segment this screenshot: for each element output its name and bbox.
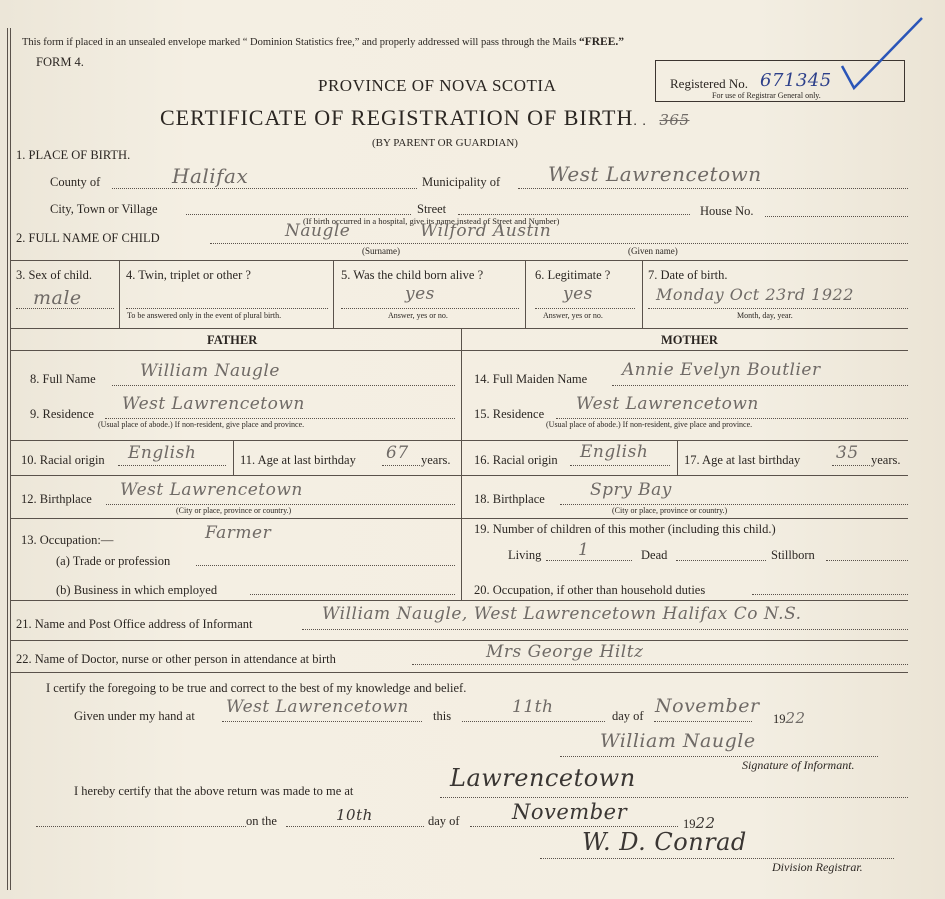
mother-name-value: Annie Evelyn Boutlier xyxy=(622,360,821,380)
registrar-signature: W. D. Conrad xyxy=(582,828,747,856)
sex-value: male xyxy=(33,287,82,309)
reg-day-line xyxy=(286,826,424,827)
reg-month-line xyxy=(470,826,678,827)
given-label: Given under my hand at xyxy=(74,709,195,723)
father-res-line xyxy=(105,418,455,419)
trade-label: (a) Trade or profession xyxy=(56,554,171,568)
mother-age-label: 17. Age at last birthday xyxy=(684,453,801,467)
living-value: 1 xyxy=(578,540,590,560)
doctor-value: Mrs George Hiltz xyxy=(486,642,644,662)
twin-note: To be answered only in the event of plural birth. xyxy=(127,311,282,320)
crossed-number: 365 xyxy=(659,111,690,129)
registration-day: 10th xyxy=(336,806,373,824)
municipality-line xyxy=(518,188,908,189)
business-label: (b) Business in which employed xyxy=(56,583,218,597)
given-day-line xyxy=(462,721,605,722)
birth-date-label: 7. Date of birth. xyxy=(648,268,728,282)
birth-date-value: Monday Oct 23rd 1922 xyxy=(656,285,854,304)
informant-label: 21. Name and Post Office address of Informant xyxy=(16,617,253,631)
divider xyxy=(525,260,526,328)
left-border xyxy=(7,28,8,890)
province-title: PROVINCE OF NOVA SCOTIA xyxy=(318,76,557,95)
father-res-value: West Lawrencetown xyxy=(122,394,305,414)
father-age-value: 67 xyxy=(386,443,409,463)
informant-signature: William Naugle xyxy=(600,730,756,752)
return-place-line xyxy=(440,797,908,798)
certificate-subtitle: (BY PARENT OR GUARDIAN) xyxy=(372,137,518,149)
registrar-use-note: For use of Registrar General only. xyxy=(712,91,821,100)
registrar-sig-line xyxy=(540,858,894,859)
living-line xyxy=(546,560,632,561)
father-age-line xyxy=(382,465,420,466)
given-year-prefix: 1922 xyxy=(773,709,806,727)
father-years: years. xyxy=(421,453,451,467)
child-name-label: 2. FULL NAME OF CHILD xyxy=(16,231,160,245)
twin-label: 4. Twin, triplet or other ? xyxy=(126,268,251,282)
stillborn-line xyxy=(826,560,908,561)
mother-name-label: 14. Full Maiden Name xyxy=(474,372,588,386)
street-line xyxy=(458,214,690,215)
mother-heading: MOTHER xyxy=(661,333,718,347)
registrar-caption: Division Registrar. xyxy=(772,860,863,874)
father-race-line xyxy=(118,465,226,466)
dead-line xyxy=(676,560,766,561)
informant-line xyxy=(302,629,908,630)
mother-age-value: 35 xyxy=(836,443,859,463)
sex-line xyxy=(16,308,114,309)
return-label: I hereby certify that the above return was made to me at xyxy=(74,784,354,798)
rule xyxy=(10,440,461,441)
stillborn-label: Stillborn xyxy=(771,548,815,562)
mother-race-line xyxy=(570,465,670,466)
child-given-name: Wilford Austin xyxy=(420,221,552,241)
registered-label: Registered No. xyxy=(670,76,748,91)
father-res-label: 9. Residence xyxy=(30,407,94,421)
living-label: Living xyxy=(508,548,542,562)
given-day: 11th xyxy=(512,697,554,717)
mother-abode-note: (Usual place of abode.) If non-resident, give place and province. xyxy=(546,420,753,429)
informant-sig-caption: Signature of Informant. xyxy=(742,758,855,772)
mother-birth-label: 18. Birthplace xyxy=(474,492,545,506)
hospital-note: (If birth occurred in a hospital, give its name instead of Street and Number) xyxy=(303,216,560,226)
divider xyxy=(677,440,678,475)
mother-res-line xyxy=(556,418,908,419)
informant-value: William Naugle, West Lawrencetown Halifax Co N.S. xyxy=(322,604,802,624)
father-city-note: (City or place, province or country.) xyxy=(176,506,292,515)
legit-label: 6. Legitimate ? xyxy=(535,268,611,282)
given-caption: (Given name) xyxy=(628,246,678,256)
mother-name-line xyxy=(612,385,908,386)
county-line xyxy=(112,188,417,189)
mother-years: years. xyxy=(871,453,901,467)
divider xyxy=(119,260,120,328)
trade-line xyxy=(196,565,455,566)
father-birth-label: 12. Birthplace xyxy=(21,492,92,506)
house-label: House No. xyxy=(700,204,754,218)
child-name-line xyxy=(210,243,908,244)
mother-res-label: 15. Residence xyxy=(474,407,545,421)
doctor-line xyxy=(412,664,908,665)
center-divider xyxy=(461,328,462,600)
rule xyxy=(10,518,908,519)
sex-label: 3. Sex of child. xyxy=(16,268,93,282)
given-month: November xyxy=(655,695,760,717)
given-place-line xyxy=(222,721,422,722)
father-heading: FATHER xyxy=(207,333,258,347)
father-occ-label: 13. Occupation:— xyxy=(21,533,114,547)
rule xyxy=(10,640,908,641)
given-month-line xyxy=(654,721,752,722)
father-age-label: 11. Age at last birthday xyxy=(240,453,356,467)
child-surname: Naugle xyxy=(285,221,351,241)
given-place: West Lawrencetown xyxy=(226,697,409,717)
row-bottom-rule xyxy=(10,328,908,329)
rule xyxy=(10,672,908,673)
mother-occ-label: 20. Occupation, if other than household duties xyxy=(474,583,706,597)
date-note: Month, day, year. xyxy=(737,311,793,320)
county-value: Halifax xyxy=(172,164,249,188)
father-race-value: English xyxy=(128,443,197,463)
mother-birth-value: Spry Bay xyxy=(590,480,672,500)
registration-month: November xyxy=(512,800,628,824)
this-label: this xyxy=(433,709,452,723)
mother-res-value: West Lawrencetown xyxy=(576,394,759,414)
divider xyxy=(642,260,643,328)
left-border-inner xyxy=(10,28,11,890)
given-day-of: day of xyxy=(612,709,644,723)
house-line xyxy=(765,216,908,217)
father-race-label: 10. Racial origin xyxy=(21,453,105,467)
mail-notice: This form if placed in an unsealed envelope marked “ Dominion Statistics free,” and properly addressed will pass through the Mails “FREE.” xyxy=(22,36,624,48)
street-label: Street xyxy=(417,202,447,216)
business-line xyxy=(250,594,455,595)
doctor-label: 22. Name of Doctor, nurse or other person in attendance at birth xyxy=(16,652,336,666)
form-number: FORM 4. xyxy=(36,55,84,69)
informant-sig-line xyxy=(560,756,878,757)
legit-value: yes xyxy=(563,284,593,304)
divider xyxy=(233,440,234,475)
county-label: County of xyxy=(50,175,101,189)
date-line xyxy=(648,308,908,309)
municipality-value: West Lawrencetown xyxy=(548,162,762,186)
rule xyxy=(10,600,908,601)
city-label: City, Town or Village xyxy=(50,202,158,216)
certificate-title: CERTIFICATE OF REGISTRATION OF BIRTH. . 365 xyxy=(160,105,690,130)
father-occ-value: Farmer xyxy=(205,523,272,543)
father-abode-note: (Usual place of abode.) If non-resident, give place and province. xyxy=(98,420,305,429)
twin-line xyxy=(126,308,328,309)
place-heading: 1. PLACE OF BIRTH. xyxy=(16,148,131,162)
alive-note: Answer, yes or no. xyxy=(388,311,448,320)
mother-birth-line xyxy=(560,504,908,505)
surname-caption: (Surname) xyxy=(362,246,400,256)
father-birth-value: West Lawrencetown xyxy=(120,480,303,500)
on-the-label: on the xyxy=(246,814,277,828)
city-line xyxy=(186,214,411,215)
certify-text: I certify the foregoing to be true and correct to the best of my knowledge and belief. xyxy=(46,681,467,695)
registration-year: 1922 xyxy=(683,814,716,832)
mother-age-line xyxy=(832,465,870,466)
reg-day-of: day of xyxy=(428,814,460,828)
children-label: 19. Number of children of this mother (including this child.) xyxy=(474,522,776,536)
municipality-label: Municipality of xyxy=(422,175,501,189)
alive-label: 5. Was the child born alive ? xyxy=(341,268,484,282)
alive-value: yes xyxy=(405,284,435,304)
alive-line xyxy=(341,308,519,309)
rule xyxy=(461,440,908,441)
legit-line xyxy=(535,308,635,309)
legit-note: Answer, yes or no. xyxy=(543,311,603,320)
row-top-rule xyxy=(10,260,908,261)
mother-occ-line xyxy=(752,594,908,595)
father-name-line xyxy=(112,385,455,386)
father-name-value: William Naugle xyxy=(140,361,280,381)
mother-race-label: 16. Racial origin xyxy=(474,453,558,467)
father-birth-line xyxy=(106,504,455,505)
dead-label: Dead xyxy=(641,548,668,562)
mother-race-value: English xyxy=(580,442,649,462)
check-mark-icon xyxy=(838,14,928,94)
section-top-rule xyxy=(10,350,908,351)
father-name-label: 8. Full Name xyxy=(30,372,96,386)
mother-city-note: (City or place, province or country.) xyxy=(612,506,728,515)
registrar-lead-line xyxy=(36,826,246,827)
registered-number: 671345 xyxy=(760,70,832,91)
divider xyxy=(333,260,334,328)
rule xyxy=(10,475,908,476)
return-place: Lawrencetown xyxy=(450,764,636,792)
